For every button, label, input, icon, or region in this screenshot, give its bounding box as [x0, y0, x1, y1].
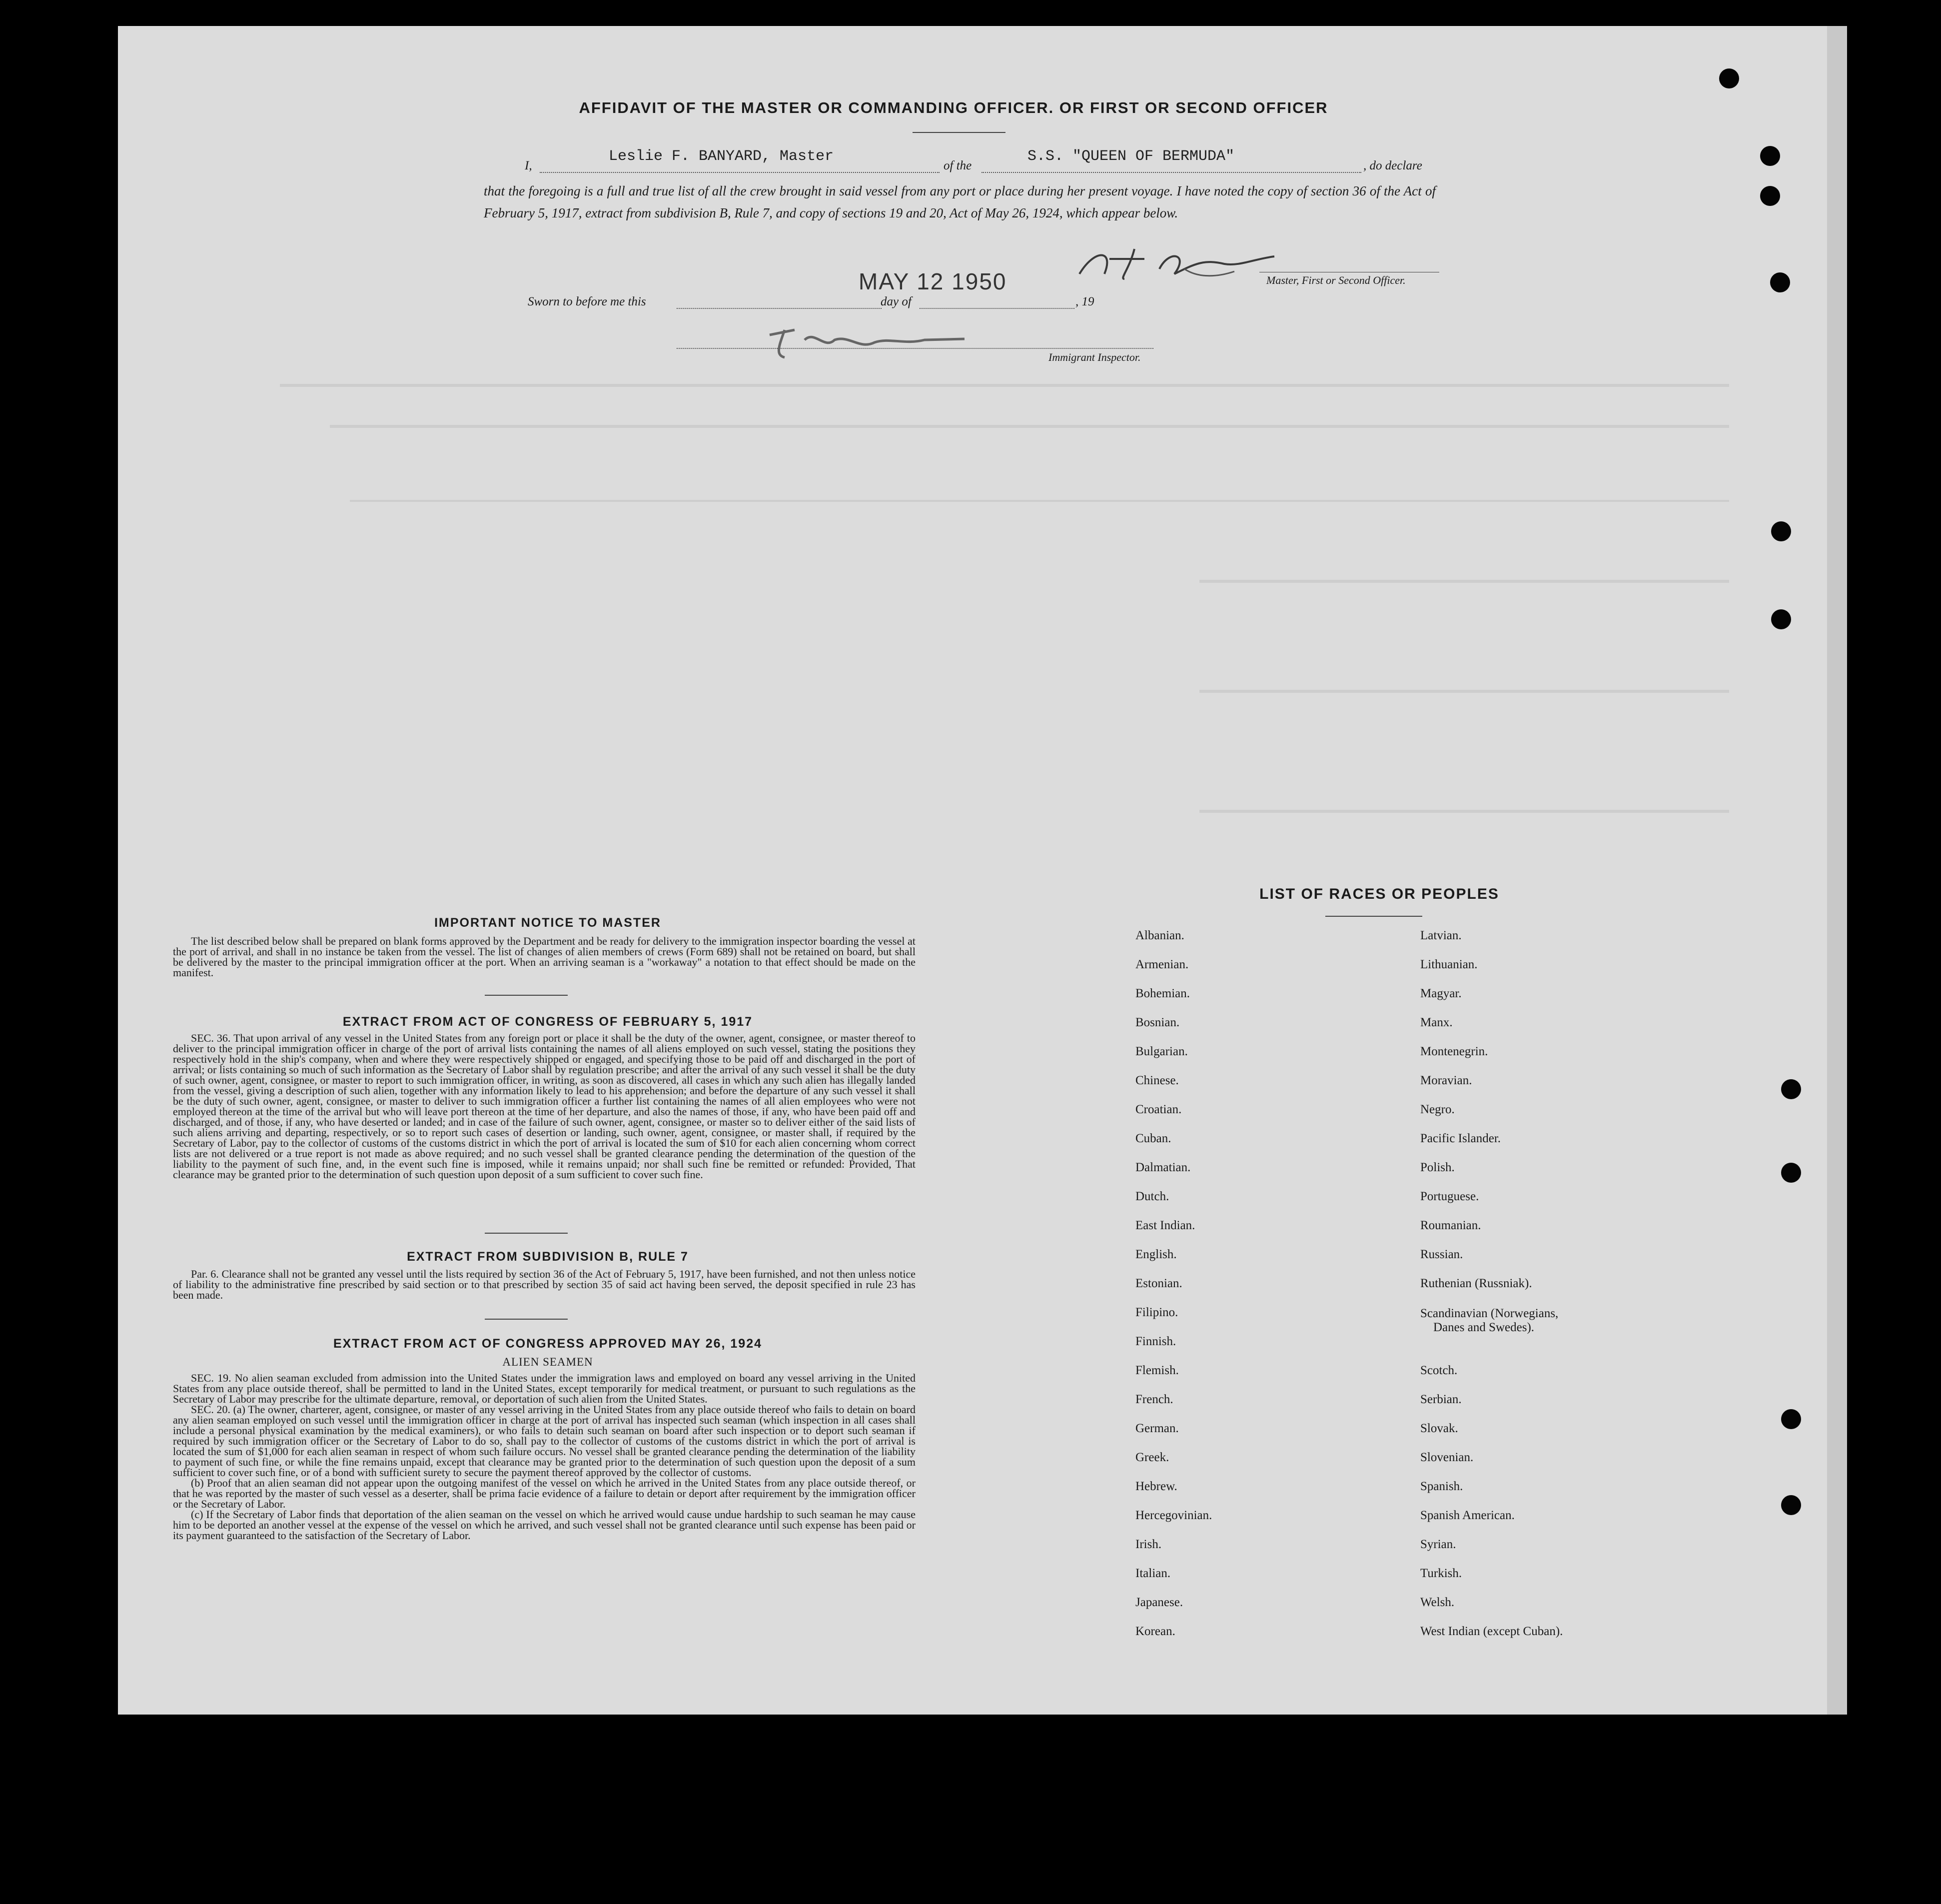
extract-1924-text — [173, 1373, 916, 1541]
race-item: English. — [1135, 1248, 1177, 1261]
race-item: Albanian. — [1135, 929, 1184, 942]
section-divider — [485, 1319, 568, 1320]
race-item: Bulgarian. — [1135, 1045, 1188, 1058]
master-caption: Master, First or Second Officer. — [1266, 274, 1406, 286]
punch-hole-icon — [1781, 1079, 1801, 1099]
race-item: Bohemian. — [1135, 987, 1190, 1000]
race-item: Magyar. — [1420, 987, 1462, 1000]
race-item: Slovenian. — [1420, 1451, 1474, 1464]
race-item: Armenian. — [1135, 958, 1189, 971]
race-item: Pacific Islander. — [1420, 1132, 1501, 1145]
race-item: Portuguese. — [1420, 1190, 1479, 1203]
race-item: Moravian. — [1420, 1074, 1472, 1087]
race-item: Latvian. — [1420, 929, 1462, 942]
punch-hole-icon — [1771, 521, 1791, 541]
race-item: Hercegovinian. — [1135, 1509, 1212, 1522]
sec19-paragraph: SEC. 19. No alien seaman excluded from admission into the United States under the immigration laws and employed on board any vessel arriving in the United States from any place outside thereof, shall be permitted to land in the United States, except temporarily for medical treatment, or pursuant to such regulations as the Secretary of Labor may prescribe for the ultimate departure, removal, or deportation of such alien from the United States. — [173, 1372, 916, 1405]
of-the-label: of the — [944, 159, 972, 172]
race-item: Turkish. — [1420, 1567, 1462, 1580]
bleed-through-row — [1199, 810, 1729, 813]
race-item: Flemish. — [1135, 1364, 1179, 1377]
vessel-name-value: S.S. "QUEEN OF BERMUDA" — [1027, 148, 1235, 165]
race-item: Welsh. — [1420, 1596, 1455, 1609]
punch-hole-icon — [1719, 68, 1739, 88]
race-item: Syrian. — [1420, 1538, 1456, 1551]
bleed-through-row — [1199, 690, 1729, 693]
race-item: Lithuanian. — [1420, 958, 1478, 971]
master-signature-icon — [1074, 239, 1284, 289]
bleed-through-row — [1199, 580, 1729, 583]
race-item: Dalmatian. — [1135, 1161, 1191, 1174]
notice-heading: IMPORTANT NOTICE TO MASTER — [434, 916, 661, 930]
sworn-label: Sworn to before me this — [528, 295, 646, 308]
do-declare-label: , do declare — [1363, 159, 1422, 172]
inspector-signature-icon — [765, 320, 974, 365]
punch-hole-icon — [1760, 146, 1780, 166]
declaration-text: that the foregoing is a full and true list of all the crew brought in said vessel from any port or place during her present voyage. I have noted the copy of section 36 of the Act of February 5, 1917, extract from subdivision B, Rule 7, and copy of sections 19 and 20, Act of May 26, 1924, which appear below. — [484, 183, 1436, 220]
alien-seamen-subheading: ALIEN SEAMEN — [502, 1356, 593, 1368]
race-item: Estonian. — [1135, 1277, 1182, 1290]
race-item: French. — [1135, 1393, 1173, 1406]
i-label: I, — [525, 159, 532, 172]
race-item: Italian. — [1135, 1567, 1171, 1580]
race-item: Cuban. — [1135, 1132, 1171, 1145]
race-item: Montenegrin. — [1420, 1045, 1488, 1058]
punch-hole-icon — [1760, 186, 1780, 206]
rule7-heading: EXTRACT FROM SUBDIVISION B, RULE 7 — [407, 1250, 689, 1264]
race-item: Serbian. — [1420, 1393, 1462, 1406]
race-item: Russian. — [1420, 1248, 1463, 1261]
race-item: Finnish. — [1135, 1335, 1176, 1348]
race-item: Bosnian. — [1135, 1016, 1180, 1029]
race-item: Manx. — [1420, 1016, 1453, 1029]
vessel-line — [981, 172, 1361, 173]
notice-text — [173, 936, 916, 978]
title-divider — [913, 132, 1005, 133]
sec20b-paragraph: (b) Proof that an alien seaman did not appear upon the outgoing manifest of the vessel on which he arrived in the United States from any place outside thereof, or that he was reported by the master of such vessel as a deserter, shall be prima facie evidence of a failure to detain or deport after requirement by the immigration officer or the Secretary of Labor. — [173, 1477, 916, 1510]
bleed-through-row — [330, 425, 1729, 428]
section-divider — [485, 995, 568, 996]
race-item: Slovak. — [1420, 1422, 1458, 1435]
race-item: Korean. — [1135, 1625, 1175, 1638]
race-item: Scandinavian (Norwegians, — [1420, 1307, 1559, 1320]
race-item: Spanish American. — [1420, 1509, 1515, 1522]
affidavit-title: AFFIDAVIT OF THE MASTER OR COMMANDING OFFICER. OR FIRST OR SECOND OFFICER — [579, 99, 1328, 116]
race-item: Filipino. — [1135, 1306, 1178, 1319]
race-item: West Indian (except Cuban). — [1420, 1625, 1563, 1638]
race-item: Greek. — [1135, 1451, 1169, 1464]
extract-1917-text — [173, 1033, 916, 1180]
sworn-month-line — [920, 308, 1074, 309]
sworn-day-line — [677, 308, 882, 309]
section-divider — [485, 1233, 568, 1234]
notice-paragraph: The list described below shall be prepared on blank forms approved by the Department and be ready for delivery to the immigration inspector boarding the vessel at the port of arrival, and shall in no instance be taken from the vessel. The list of changes of alien members of crews (Form 689) shall not be retained on board, but shall be delivered by the master to the principal immigration officer at the port. When an arriving seaman is a "workaway" a notation to that effect should be made on the manifest. — [173, 935, 916, 979]
master-name-value: Leslie F. BANYARD, Master — [609, 148, 834, 165]
race-item: German. — [1135, 1422, 1179, 1435]
race-item: Chinese. — [1135, 1074, 1179, 1087]
race-item: Japanese. — [1135, 1596, 1183, 1609]
sec20a-paragraph: SEC. 20. (a) The owner, charterer, agent, consignee, or master of any vessel arriving in the United States from any place outside thereof who fails to detain on board any alien seaman employed on such vessel until the immigration officer in charge at the port of arrival has inspected such seaman (which inspection in all cases shall include a personal physical examination by the medical examiners), or who fails to detain such seaman on board after such inspection or to deport such seaman if required by such immigration officer or the Secretary of Labor to do so, shall pay to the collector of customs of the customs district in which the port of arrival is located the sum of $1,000 for each alien seaman in respect of whom such failure occurs. No vessel shall be granted clearance pending the determination of the liability to payment of such fine, or while the fine remains unpaid, except that clearance may be granted prior to the determination of such question upon the deposit of a sum sufficient to cover such fine, or of a bond with sufficient surety to secure the payment thereof approved by the collector of customs. — [173, 1403, 916, 1479]
sec36-paragraph: SEC. 36. That upon arrival of any vessel in the United States from any foreign port or place it shall be the duty of the owner, agent, consignee, or master thereof to deliver to the principal immigration officer in charge of the port of arrival lists containing the names of all aliens employed on such vessel, stating the positions they respectively hold in the ship's company, when and where they were respectively shipped or engaged, and specifying those to be paid off and discharged in the port of arrival; or lists containing so much of such information as the Secretary of Labor shall by regulation prescribe; and after the arrival of any such vessel it shall be the duty of such owner, agent, consignee, or master to report to such immigration officer, in writing, as soon as discovered, all cases in which any such alien has illegally landed from the vessel, giving a description of such alien, together with any information likely to lead to his apprehension; and before the departure of any such vessel it shall be the duty of such owner, agent, consignee, or master to deliver to such immigration officer a further list containing the names of all alien employees who were not employed thereon at the time of the arrival but who will leave port thereon at the time of her departure, and also the names of those, if any, who have been paid off and discharged, and of those, if any, who have deserted or landed; and in case of the failure of such owner, agent, consignee, or master so to deliver either of the said lists of such aliens arriving and departing, respectively, or so to report such cases of desertion or landing, such owner, agent, consignee, or master shall, if required by the Secretary of Labor, pay to the collector of customs of the customs district in which the port of arrival is located the sum of $10 for each alien concerning whom correct lists are not delivered or a true report is not made as above required; and no such vessel shall be granted clearance pending the determination of the question of the liability to the payment of such fine, and, in the event such fine is imposed, while it remains unpaid; nor shall such fine be remitted or refunded: Provided, That clearance may be granted prior to the determination of such question upon deposit of a sum sufficient to cover such fine. — [173, 1032, 916, 1181]
races-heading: LIST OF RACES OR PEOPLES — [1259, 886, 1499, 902]
day-of-label: day of — [881, 295, 912, 308]
race-item: Danes and Swedes). — [1433, 1321, 1535, 1334]
race-item: Roumanian. — [1420, 1219, 1481, 1232]
race-item: Ruthenian (Russniak). — [1420, 1277, 1532, 1290]
race-item: Hebrew. — [1135, 1480, 1177, 1493]
races-divider — [1325, 916, 1422, 917]
rule7-text — [173, 1269, 916, 1300]
year-prefix: , 19 — [1075, 295, 1094, 308]
race-item: Irish. — [1135, 1538, 1162, 1551]
race-item: Spanish. — [1420, 1480, 1463, 1493]
punch-hole-icon — [1781, 1495, 1801, 1515]
inspector-line — [677, 348, 1153, 349]
rule7-paragraph: Par. 6. Clearance shall not be granted any vessel until the lists required by section 36 of the Act of February 5, 1917, have been furnished, and not then unless notice of liability to the administrative fine prescribed by said section or to that prescribed by section 35 of said act having been served, the deposit specified in rule 23 has been made. — [173, 1268, 916, 1301]
bleed-through-row — [280, 384, 1729, 387]
punch-hole-icon — [1771, 609, 1791, 629]
punch-hole-icon — [1770, 272, 1790, 292]
extract-1917-heading: EXTRACT FROM ACT OF CONGRESS OF FEBRUARY 5, 1917 — [342, 1015, 753, 1029]
sec20c-paragraph: (c) If the Secretary of Labor finds that deportation of the alien seaman on the vessel on which he arrived would cause undue hardship to such seaman he may cause him to be deported an another vessel at the expense of the vessel on which he arrived, and such vessel shall not be granted clearance until such expense has been paid or its payment guaranteed to the satisfaction of the Secretary of Labor. — [173, 1508, 916, 1542]
extract-1924-heading: EXTRACT FROM ACT OF CONGRESS APPROVED MAY 26, 1924 — [333, 1337, 763, 1351]
punch-hole-icon — [1781, 1163, 1801, 1183]
punch-hole-icon — [1781, 1409, 1801, 1429]
race-item: East Indian. — [1135, 1219, 1195, 1232]
race-item: Negro. — [1420, 1103, 1455, 1116]
race-item: Scotch. — [1420, 1364, 1458, 1377]
race-item: Polish. — [1420, 1161, 1455, 1174]
race-item: Dutch. — [1135, 1190, 1169, 1203]
bleed-through-row — [350, 500, 1729, 502]
date-stamp: MAY 12 1950 — [859, 268, 1007, 294]
page-edge-strip — [1827, 26, 1847, 1715]
race-item: Croatian. — [1135, 1103, 1182, 1116]
inspector-caption: Immigrant Inspector. — [1048, 351, 1141, 363]
name-line — [540, 172, 940, 173]
